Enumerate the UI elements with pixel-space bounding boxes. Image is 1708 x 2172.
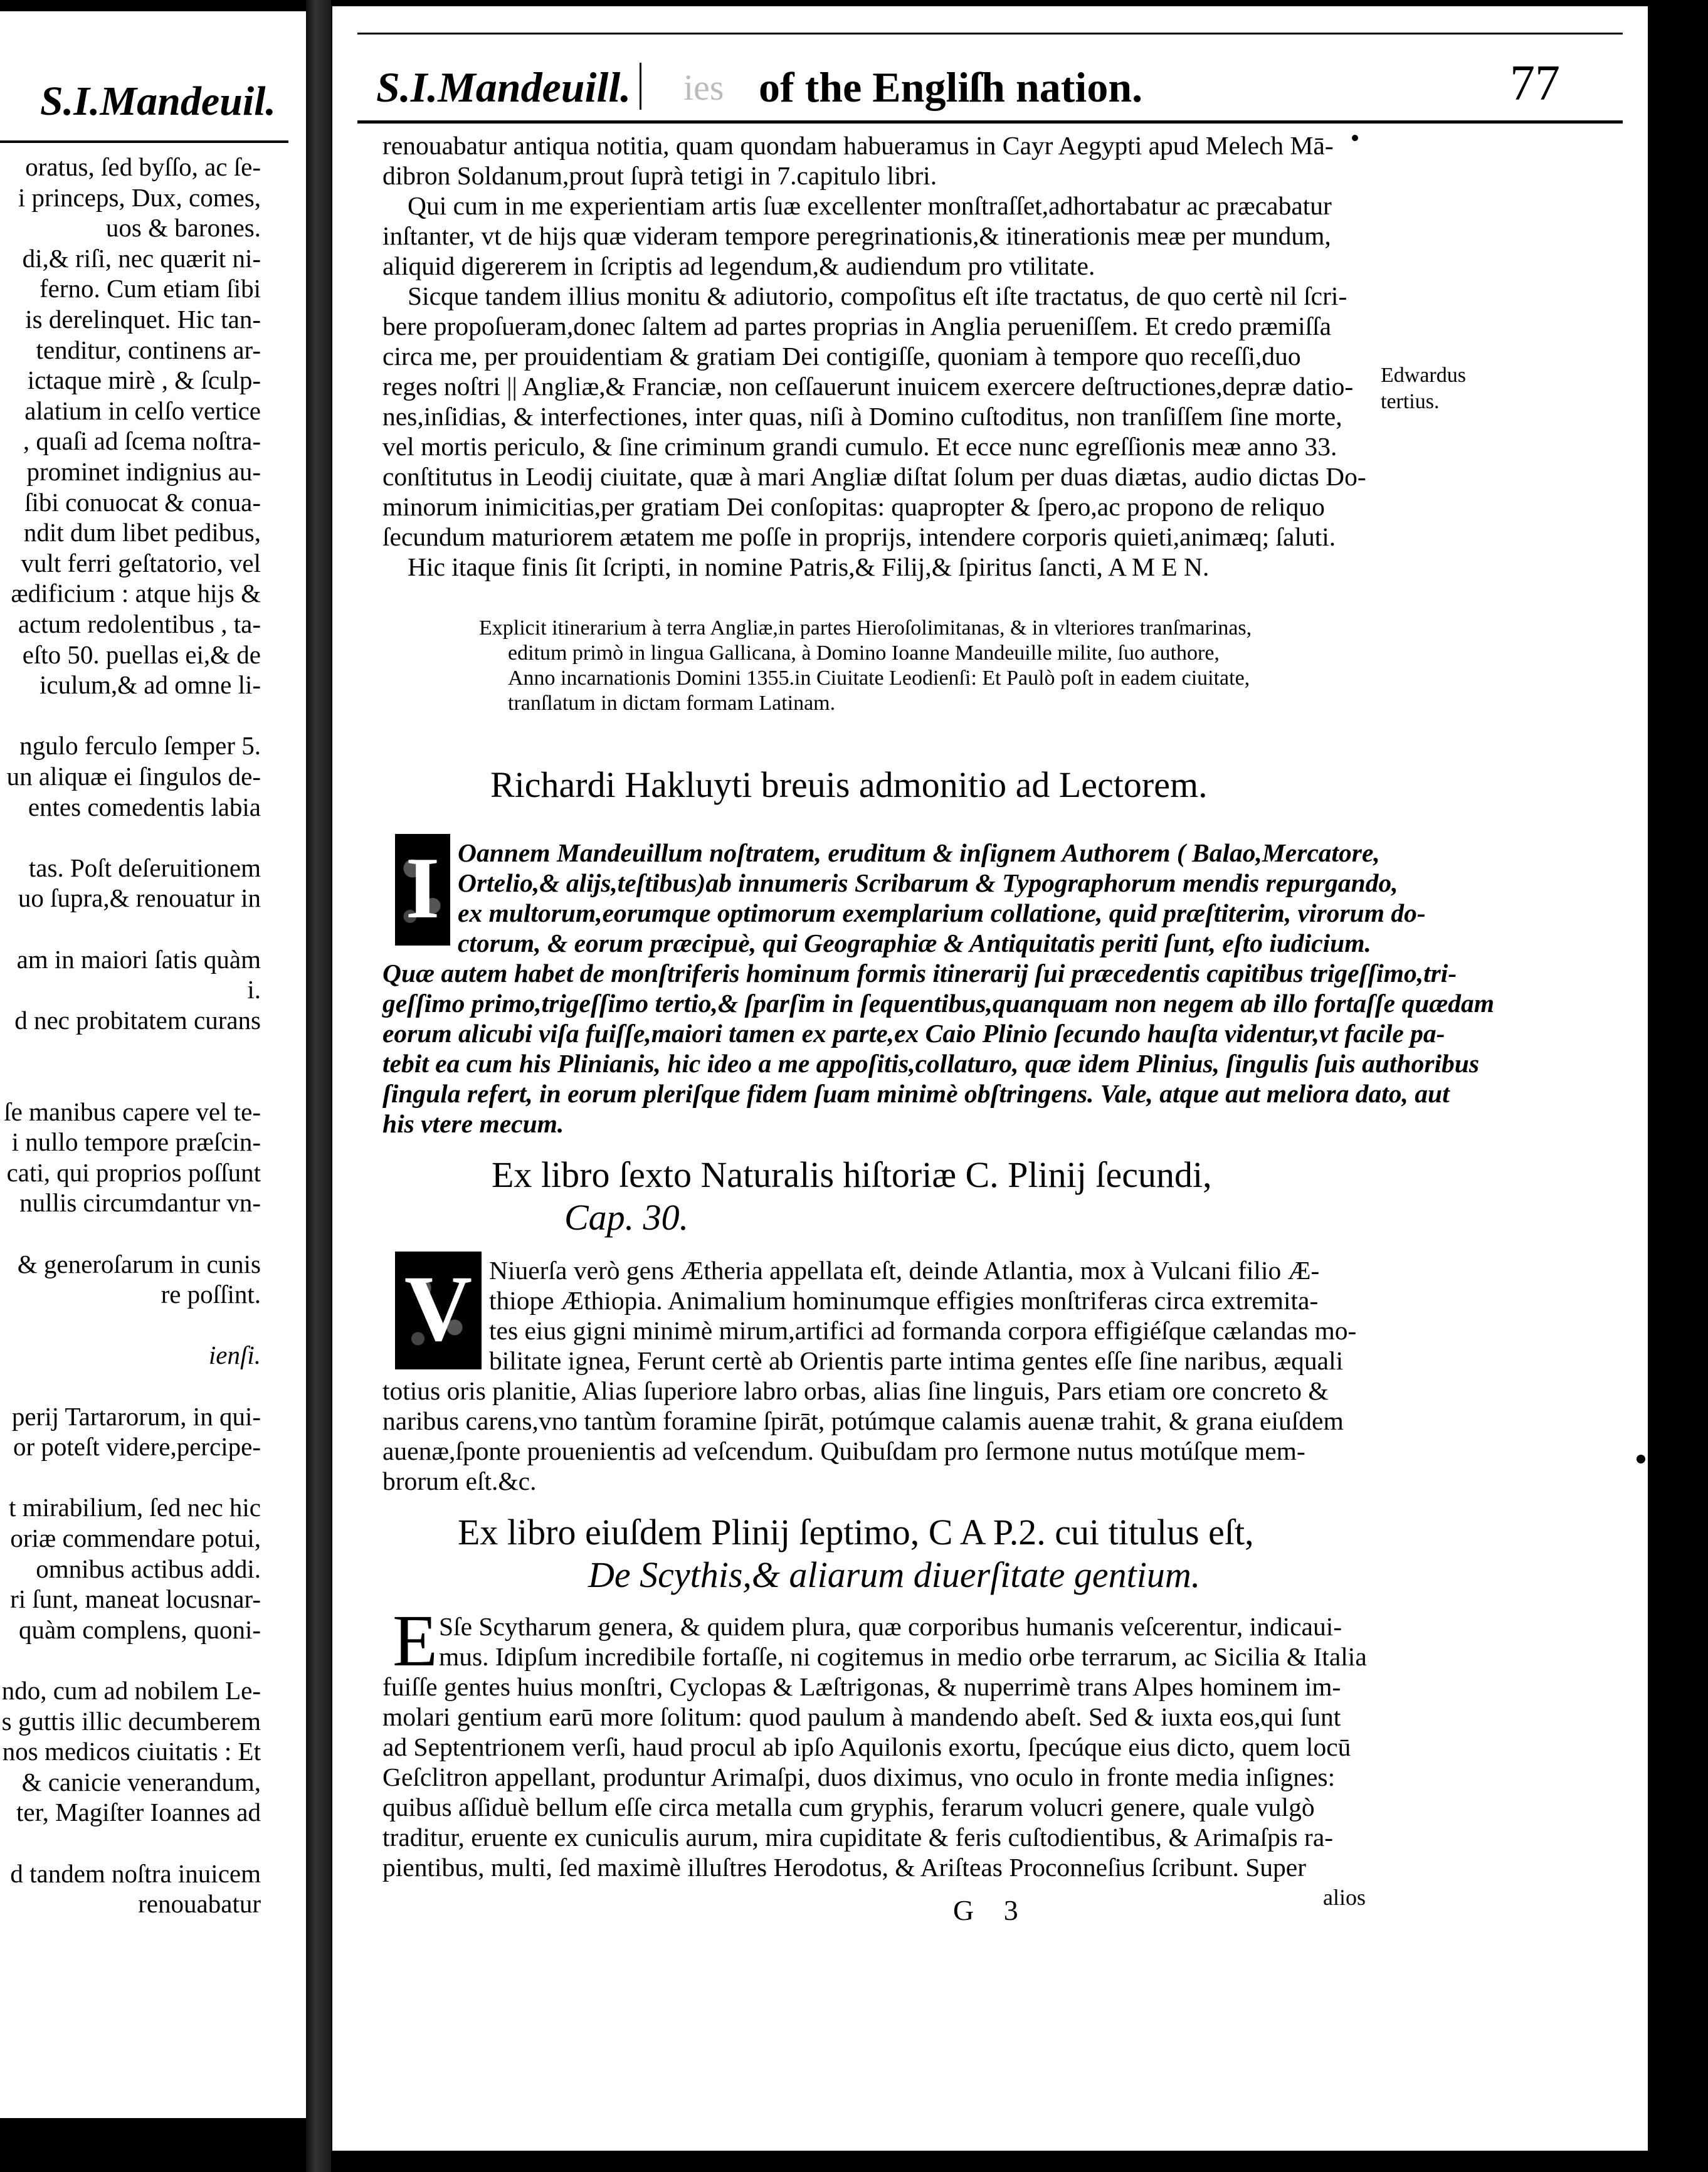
left-page-text-line: s guttis illic decumberem (1, 1706, 261, 1736)
body-text-line: bilitate ignea, Ferunt certè ab Orientis parte intima gentes eſſe ſine naribus, æquali (489, 1346, 1344, 1375)
left-page-text-line: ienſi. (208, 1341, 261, 1370)
left-page-text-line: vult ferri geſtatorio, vel (21, 548, 261, 577)
section-heading: Ex libro eiuſdem Plinij ſeptimo, C A P.2. cui titulus eſt, (458, 1512, 1254, 1553)
left-page-text-line: ndit dum libet pedibus, (23, 518, 261, 547)
admonitio-line: ex multorum,eorumque optimorum exemplarium collatione, quid præſtiterim, virorum do- (458, 899, 1426, 927)
left-page-text-line: ſe manibus capere vel te- (4, 1097, 261, 1126)
left-page-text-line: i. (247, 975, 261, 1004)
body-text-line: molari gentium earū more ſolitum: quod paulum à mandendo abeſt. Sed & iuxta eos,qui ſunt (382, 1702, 1341, 1731)
body-text-line: conſtitutus in Leodij ciuitate, quæ à mari Angliæ diſtat ſolum per duas diætas, audio dictas Do- (382, 462, 1366, 491)
left-page-text-line: actum redolentibus , ta- (18, 609, 261, 638)
decorated-initial-letter: V (404, 1257, 473, 1361)
left-page-text-line: ndo, cum ad nobilem Le- (1, 1676, 261, 1705)
left-page-text-line: quàm complens, quoni- (18, 1615, 261, 1644)
left-page-text-line: ſibi conuocat & conua- (24, 487, 261, 517)
left-page-text-line: tas. Poſt deſeruitionem (28, 853, 261, 882)
explicit-line: Anno incarnationis Domini 1355.in Ciuitate Leodienſi: Et Paulò poſt in eadem ciuitate, (508, 667, 1250, 690)
section-subheading: De Scythis,& aliarum diuerſitate gentium. (588, 1554, 1201, 1595)
admonitio-line: his vtere mecum. (382, 1109, 564, 1138)
admonitio-line: Quæ autem habet de monſtriferis hominum formis itinerarij ſui præcedentis capitibus trigeſſimo,tri- (382, 959, 1457, 988)
body-text-line: traditur, eruente ex cuniculis aurum, mira cupiditate & feris cuſtodientibus, & Arimaſpis ra- (382, 1823, 1334, 1852)
body-text-line: tes eius gigni minimè mirum,artifici ad formanda corpora effigiéſque cælandas mo- (489, 1316, 1357, 1345)
right-page (332, 6, 1648, 2151)
chapter-number: Cap. 30. (564, 1197, 689, 1238)
show-through-text: ies (683, 67, 724, 108)
left-page-text-line: t mirabilium, ſed nec hic (9, 1493, 261, 1522)
body-text-line: thiope Æthiopia. Animalium hominumque effigies monſtriferas circa extremita- (489, 1286, 1319, 1315)
explicit-line: editum primò in lingua Gallicana, à Domino Ioanne Mandeuille milite, ſuo authore, (508, 641, 1220, 665)
catchword: alios (1323, 1885, 1366, 1910)
initial-letter: E (393, 1600, 438, 1682)
running-title: S.I.Mandeuill. (376, 63, 631, 111)
left-page-text-line: omnibus actibus addi. (36, 1554, 261, 1583)
explicit-line: tranſlatum in dictam formam Latinam. (508, 692, 836, 715)
header-rule (357, 120, 1623, 124)
body-text-line: circa me, per prouidentiam & gratiam Dei contigiſſe, quoniam à tempore quo receſſi,duo (382, 342, 1301, 371)
body-text-line: ſecundum maturiorem ætatem me poſſe in proprijs, intendere corporis quieti,animæq; ſaluti. (382, 522, 1336, 551)
section-heading: Ex libro ſexto Naturalis hiſtoriæ C. Plinij ſecundi, (492, 1154, 1212, 1195)
body-text-line: renouabatur antiqua notitia, quam quondam habueramus in Cayr Aegypti apud Melech Mā- (382, 131, 1334, 160)
left-page-text-line: or poteſt videre,percipe- (13, 1432, 261, 1462)
body-text-line: Niuerſa verò gens Ætheria appellata eſt, deinde Atlantia, mox à Vulcani filio Æ- (489, 1256, 1320, 1285)
left-page-text-line: ictaque mirè , & ſculp- (27, 366, 261, 395)
ink-speck (1637, 1455, 1645, 1463)
body-text-line: Geſclitron appellant, produntur Arimaſpi, duos diximus, vno oculo in fronte media inſignes: (382, 1763, 1336, 1791)
body-text-line: vel mortis periculo, & ſine criminum grandi cumulo. Et ecce nunc egreſſionis meæ anno 33. (382, 432, 1337, 461)
left-page-text-line: am in maiori ſatis quàm (16, 944, 261, 974)
body-text-line: brorum eſt.&c. (382, 1467, 537, 1495)
page-number: 77 (1510, 56, 1560, 111)
admonitio-line: ctorum, & eorum præcipuè, qui Geographiæ & Antiquitatis periti ſunt, eſto iudicium. (458, 929, 1371, 957)
body-text-line: Qui cum in me experientiam artis ſuæ excellenter monſtraſſet,adhortabatur ac præcabatur (408, 191, 1332, 220)
left-page-text-line: renouabatur (138, 1889, 261, 1919)
body-text-line: pientibus, multi, ſed maximè illuſtres Herodotus, & Ariſteas Proconneſius ſcribunt. Super (382, 1853, 1307, 1882)
left-page-text-line: di,& riſi, nec quærit ni- (22, 243, 261, 273)
header-title: of the Engliſh nation. (759, 63, 1143, 111)
admonitio-line: ſingula refert, in eorum pleriſque fidem ſuam minimè obſtringens. Vale, atque aut meliora dato, aut (382, 1079, 1450, 1108)
left-page-text-line: uos & barones. (105, 213, 261, 243)
left-page-text-line: is derelinquet. Hic tan- (25, 305, 261, 334)
body-text-line: dibron Soldanum,prout ſuprà tetigi in 7.capitulo libri. (382, 161, 937, 190)
left-page-text-line: alatium in celſo vertice (24, 396, 261, 425)
decorated-initial-letter: I (405, 840, 440, 937)
left-page-text-line: ædificium : atque hijs & (11, 579, 261, 608)
book-gutter (306, 0, 331, 2172)
left-page-text-line: i princeps, Dux, comes, (18, 182, 261, 212)
left-page-text-line: re poſſint. (161, 1280, 261, 1309)
ink-speck (1352, 135, 1358, 141)
left-page-text-line: prominet indignius au- (26, 457, 261, 486)
left-page-text-line: oriæ commendare potui, (10, 1524, 261, 1553)
page-header (357, 44, 1623, 119)
left-page-text-line: i nullo tempore præſcin- (11, 1127, 261, 1157)
admonitio-line: tebit ea cum his Plinianis, hic ideo a me appoſitis,collaturo, quæ idem Plinius, ſingulis ſuis authoribus (382, 1049, 1480, 1078)
left-page-text-line: ter, Magiſter Ioannes ad (16, 1798, 261, 1827)
margin-note (1381, 362, 1466, 415)
body-text-line: aliquid digererem in ſcriptis ad legendum,& audiendum pro vtilitate. (382, 251, 1095, 280)
left-page-text-line: , quaſi ad ſcema noſtra- (23, 426, 261, 456)
left-running-title: S.I.Mandeuil. (40, 78, 276, 124)
body-text-line: auenæ,ſponte prouenientis ad veſcendum. Quibuſdam pro ſermone nutus motúſque mem- (382, 1437, 1305, 1465)
margin-note-line: tertius. (1381, 390, 1440, 413)
left-page-text-line: uo ſupra,& renouatur in (18, 883, 261, 913)
body-text-line: inſtanter, vt de hijs quæ videram tempore peregrinationis,& itinerationis meæ per mundum, (382, 221, 1331, 250)
admonitio-line: geſſimo primo,trigeſſimo tertio,& ſparſim in ſequentibus,quanquam non negem ab illo fortaſſe quædam (382, 989, 1495, 1018)
left-page-text-line: ri ſunt, maneat locusnar- (10, 1584, 261, 1614)
left-page-text-line: d nec probitatem curans (14, 1005, 261, 1035)
admonitio-line: Ortelio,& alijs,teſtibus)ab innumeris Scribarum & Typographorum mendis repurgando, (458, 868, 1398, 897)
left-page-text-line: ferno. Cum etiam ſibi (40, 274, 261, 303)
body-text-line: reges noſtri || Angliæ,& Franciæ, non ceſſauerunt inuicem exercere deſtructiones,depræ datio- (382, 372, 1354, 401)
left-page-text-line: eſto 50. puellas ei,& de (22, 640, 261, 669)
left-page-text-line: oratus, ſed byſſo, ac ſe- (25, 152, 261, 181)
body-text-line: quibus aſſiduè bellum eſſe circa metalla cum gryphis, ferarum volucri genere, quale vulgò (382, 1793, 1315, 1821)
body-text-line: minorum inimicitias,per gratiam Dei conſopitas: quapropter & ſpero,ac propono de reliquo (382, 492, 1325, 521)
left-page-text-line: nullis circumdantur vn- (19, 1188, 261, 1218)
body-text-line: Sſe Scytharum genera, & quidem plura, quæ corporibus humanis veſcerentur, indicaui- (439, 1612, 1342, 1641)
body-text-line: nes,inſidias, & interfectiones, inter quas, niſi à Domino cuſtoditus, non tranſiſſem ſine morte, (382, 402, 1342, 431)
left-page-text-line: & canicie venerandum, (21, 1767, 261, 1796)
left-page-text-line: entes comedentis labia (28, 792, 261, 821)
left-page-text-line: iculum,& ad omne li- (40, 670, 261, 700)
left-page-fragment (0, 11, 308, 2118)
left-page-text-line: ngulo ferculo ſemper 5. (19, 731, 261, 761)
body-text-line: naribus carens,vno tantùm foramine ſpirāt, potúmque calamis auenæ trahit, & grana eiuſdem (382, 1406, 1344, 1435)
body-text-line: Sicque tandem illius monitu & adiutorio, compoſitus eſt iſte tractatus, de quo certè nil ſcri- (408, 282, 1347, 310)
body-text-line: Hic itaque finis ſit ſcripti, in nomine Patris,& Filij,& ſpiritus ſancti, A M E N. (408, 552, 1210, 581)
left-page-text-line: un aliquæ ei ſingulos de- (6, 762, 261, 791)
explicit-line: Explicit itinerarium à terra Angliæ,in partes Hieroſolimitanas, & in vlteriores tranſmarinas, (479, 616, 1252, 640)
admonitio-line: Oannem Mandeuillum noſtratem, eruditum & inſignem Authorem ( Balao,Mercatore, (458, 838, 1380, 867)
left-page-text-line: nos medicos ciuitatis : Et (2, 1737, 261, 1766)
signature-mark: G 3 (953, 1894, 1030, 1926)
body-text-line: mus. Idipſum incredibile fortaſſe, ni cogitemus in medio orbe terrarum, ac Sicilia & Italia (439, 1642, 1367, 1671)
margin-note-line: Edwardus (1381, 364, 1466, 387)
decorated-initial (395, 834, 450, 946)
left-page-text-line: cati, qui proprios poſſunt (6, 1157, 261, 1187)
admonitio-line: eorum alicubi viſa fuiſſe,maiori tamen ex parte,ex Caio Plinio ſecundo hauſta videntur,vt facile pa- (382, 1019, 1445, 1048)
left-page-text-line: perij Tartarorum, in qui- (11, 1401, 261, 1431)
header-divider (640, 63, 641, 110)
body-text-line: fuiſſe gentes huius monſtri, Cyclopas & Læſtrigonas, & nuperrimè trans Alpes hominem im- (382, 1672, 1341, 1701)
left-page-header (0, 71, 288, 143)
body-text-line: ad Septentrionem verſi, haud procul ab ipſo Aquilonis exortu, ſpecúque eius dicto, quem locū (382, 1732, 1351, 1761)
section-heading: Richardi Hakluyti breuis admonitio ad Lectorem. (490, 764, 1208, 805)
decorated-initial (395, 1252, 482, 1369)
body-text-line: totius oris planitie, Alias ſuperiore labro orbas, alias ſine linguis, Pars etiam ore concreto & (382, 1376, 1329, 1405)
top-rule (357, 33, 1623, 34)
body-text-line: bere propoſueram,donec ſaltem ad partes proprias in Anglia perueniſſem. Et credo præmiſſa (382, 312, 1332, 340)
left-page-text-line: tenditur, continens ar- (36, 335, 261, 364)
left-page-text-line: d tandem noſtra inuicem (10, 1858, 261, 1888)
left-page-text-line: & generoſarum in cunis (17, 1249, 261, 1278)
